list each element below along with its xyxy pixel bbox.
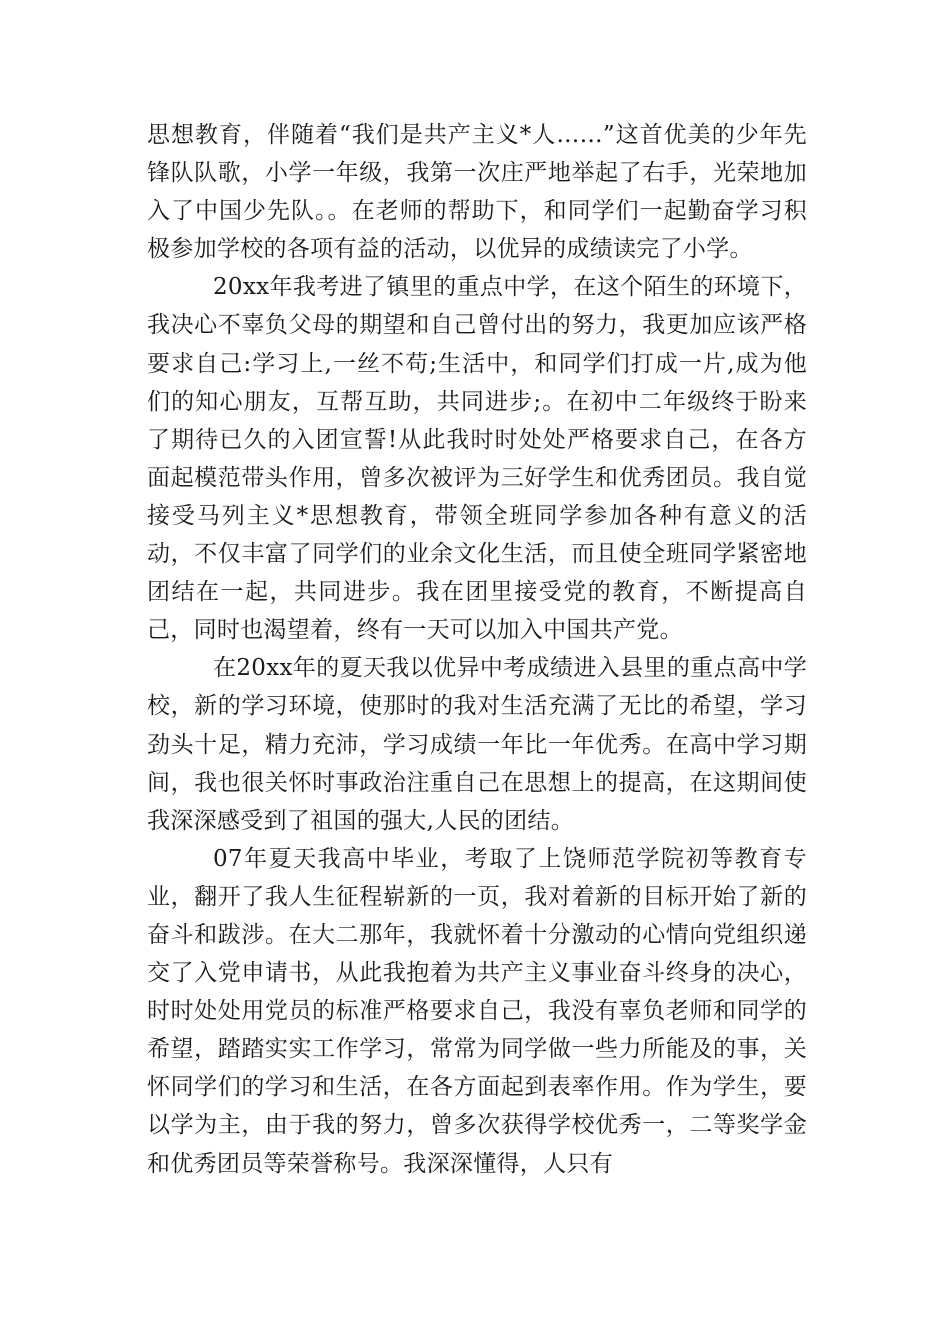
document-body <box>147 116 807 1183</box>
paragraph-2: 20xx年我考进了镇里的重点中学，在这个陌生的环境下，我决心不辜负父母的期望和自己曾付出的努力，我更加应该严格要求自己:学习上,一丝不苟;生活中，和同学们打成一片,成为他们的知心朋友，互帮互助，共同进步;。在初中二年级终于盼来了期待已久的入团宣誓!从此我时时处处严格要求自己，在各方面起模范带头作用，曾多次被评为三好学生和优秀团员。我自觉接受马列主义*思想教育，带领全班同学参加各种有意义的活动，不仅丰富了同学们的业余文化生活，而且使全班同学紧密地团结在一起，共同进步。我在团里接受党的教育，不断提高自己，同时也渴望着，终有一天可以加入中国共产党。 <box>147 274 807 644</box>
paragraph-1: 思想教育，伴随着“我们是共产主义*人……”这首优美的少年先锋队队歌，小学一年级，我第一次庄严地举起了右手，光荣地加入了中国少先队。。在老师的帮助下，和同学们一起勤奋学习积极参加学校的各项有益的活动，以优异的成绩读完了小学。 <box>147 122 807 263</box>
paragraph-3: 在20xx年的夏天我以优异中考成绩进入县里的重点高中学校，新的学习环境，使那时的我对生活充满了无比的希望，学习劲头十足，精力充沛，学习成绩一年比一年优秀。在高中学习期间，我也很关怀时事政治注重自己在思想上的提高，在这期间使我深深感受到了祖国的强大,人民的团结。 <box>147 655 807 834</box>
paragraph-4: 07年夏天我高中毕业，考取了上饶师范学院初等教育专业，翻开了我人生征程崭新的一页，我对着新的目标开始了新的奋斗和跋涉。在大二那年，我就怀着十分激动的心情向党组织递交了入党申请书，从此我抱着为共产主义事业奋斗终身的决心，时时处处用党员的标准严格要求自己，我没有辜负老师和同学的希望，踏踏实实工作学习，常常为同学做一些力所能及的事，关怀同学们的学习和生活，在各方面起到表率作用。作为学生，要以学为主，由于我的努力，曾多次获得学校优秀一，二等奖学金和优秀团员等荣誉称号。我深深懂得，人只有 <box>147 845 807 1177</box>
